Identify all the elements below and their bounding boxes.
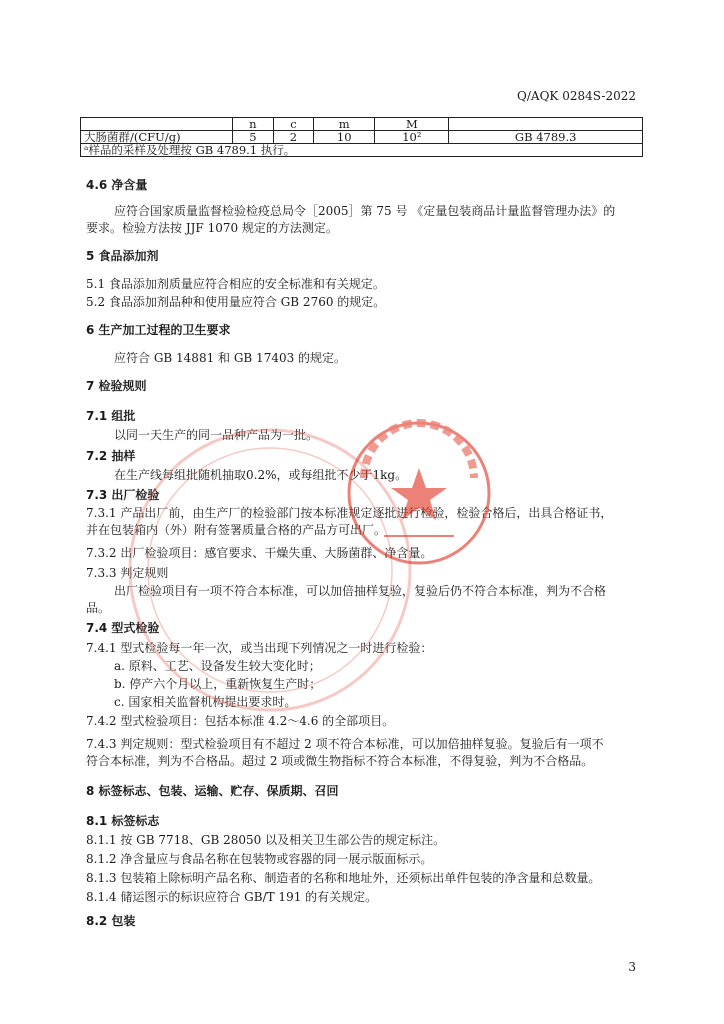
- paragraph-line: 8.1.2 净含量应与食品名称在包装物或容器的同一展示版面标示。: [86, 852, 433, 866]
- paragraph-line: 出厂检验项目有一项不符合本标准，可以加倍抽样复验，复验后仍不符合本标准，判为不合格: [114, 584, 607, 598]
- table-cell: [81, 118, 233, 131]
- paragraph-line: 品。: [86, 601, 111, 615]
- paragraph-line: 7.4.2 型式检验项目：包括本标准 4.2～4.6 的全部项目。: [86, 714, 395, 728]
- paragraph-line: 7.3.2 出厂检验项目：感官要求、干燥失重、大肠菌群、净含量。: [86, 546, 433, 560]
- table-cell: GB 4789.3: [449, 131, 643, 144]
- microbe-table: [80, 117, 643, 157]
- section-heading: 7 检验规则: [86, 379, 147, 393]
- section-heading: 7.3 出厂检验: [86, 488, 160, 502]
- paragraph-line: 应符合 GB 14881 和 GB 17403 的规定。: [114, 351, 347, 365]
- paragraph-line: 应符合国家质量监督检验检疫总局令［2005］第 75 号 《定量包装商品计量监督管理办法》的: [114, 204, 616, 218]
- table-cell: 2: [273, 131, 313, 144]
- paragraph-line: 8.1.1 按 GB 7718、GB 28050 以及相关卫生部公告的规定标注。: [86, 833, 446, 847]
- section-heading: 8 标签标志、包装、运输、贮存、保质期、召回: [86, 784, 339, 798]
- paragraph-line: c. 国家相关监督机构提出要求时。: [114, 695, 297, 709]
- table-cell: n: [233, 118, 274, 131]
- doc-code: Q/AQK 0284S-2022: [517, 89, 636, 103]
- table-cell: 5: [233, 131, 274, 144]
- table-cell: M: [375, 118, 449, 131]
- paragraph-line: 7.4.1 型式检验每一年一次，或当出现下列情况之一时进行检验：: [86, 641, 433, 655]
- paragraph-line: 符合本标准，判为不合格品。超过 2 项或微生物指标不符合本标准，不得复验，判为不合格品。: [86, 754, 594, 768]
- table-cell: 10: [314, 131, 375, 144]
- table-cell: 大肠菌群/(CFU/g): [81, 131, 233, 144]
- section-heading: 8.2 包装: [86, 914, 136, 928]
- table-note: ᵃ样品的采样及处理按 GB 4789.1 执行。: [81, 144, 643, 157]
- table-cell: 10²: [375, 131, 449, 144]
- table-note-row: [81, 144, 643, 157]
- paragraph-line: a. 原料、工艺、设备发生较大变化时；: [114, 659, 321, 673]
- company-seal-icon: [344, 418, 494, 568]
- paragraph-line: 在生产线每组批随机抽取0.2%，或每组批不少于1kg。: [114, 468, 408, 482]
- section-heading: 6 生产加工过程的卫生要求: [86, 323, 231, 337]
- page-number: 3: [628, 960, 636, 974]
- paragraph-line: 以同一天生产的同一品种产品为一批。: [114, 428, 319, 442]
- paragraph-line: 7.3.1 产品出厂前，由生产厂的检验部门按本标准规定逐批进行检验，检验合格后，出具合格证书，: [86, 506, 613, 520]
- section-heading: 5 食品添加剂: [86, 249, 159, 263]
- paragraph-line: 并在包装箱内（外）附有签署质量合格的产品方可出厂。: [86, 523, 387, 537]
- paragraph-line: 8.1.3 包装箱上除标明产品名称、制造者的名称和地址外，还须标出单件包装的净含量和总数量。: [86, 871, 601, 885]
- section-heading: 7.2 抽样: [86, 449, 136, 463]
- paragraph-line: 要求。检验方法按 JJF 1070 规定的方法测定。: [86, 221, 338, 235]
- table-cell: c: [273, 118, 313, 131]
- paragraph-line: b. 停产六个月以上，重新恢复生产时；: [114, 677, 322, 691]
- paragraph-line: 5.1 食品添加剂质量应符合相应的安全标准和有关规定。: [86, 277, 385, 291]
- section-heading: 7.4 型式检验: [86, 621, 160, 635]
- table-cell: [449, 118, 643, 131]
- paragraph-line: 7.3.3 判定规则: [86, 566, 169, 580]
- section-heading: 7.1 组批: [86, 409, 136, 423]
- paragraph-line: 7.4.3 判定规则：型式检验项目有不超过 2 项不符合本标准，可以加倍抽样复验。复验后有一项不: [86, 737, 604, 751]
- section-heading: 4.6 净含量: [86, 178, 148, 192]
- paragraph-line: 5.2 食品添加剂品种和使用量应符合 GB 2760 的规定。: [86, 295, 386, 309]
- table-header-row: [81, 118, 643, 131]
- table-row: [81, 131, 643, 144]
- table-cell: m: [314, 118, 375, 131]
- paragraph-line: 8.1.4 储运图示的标识应符合 GB/T 191 的有关规定。: [86, 890, 378, 904]
- section-heading: 8.1 标签标志: [86, 814, 160, 828]
